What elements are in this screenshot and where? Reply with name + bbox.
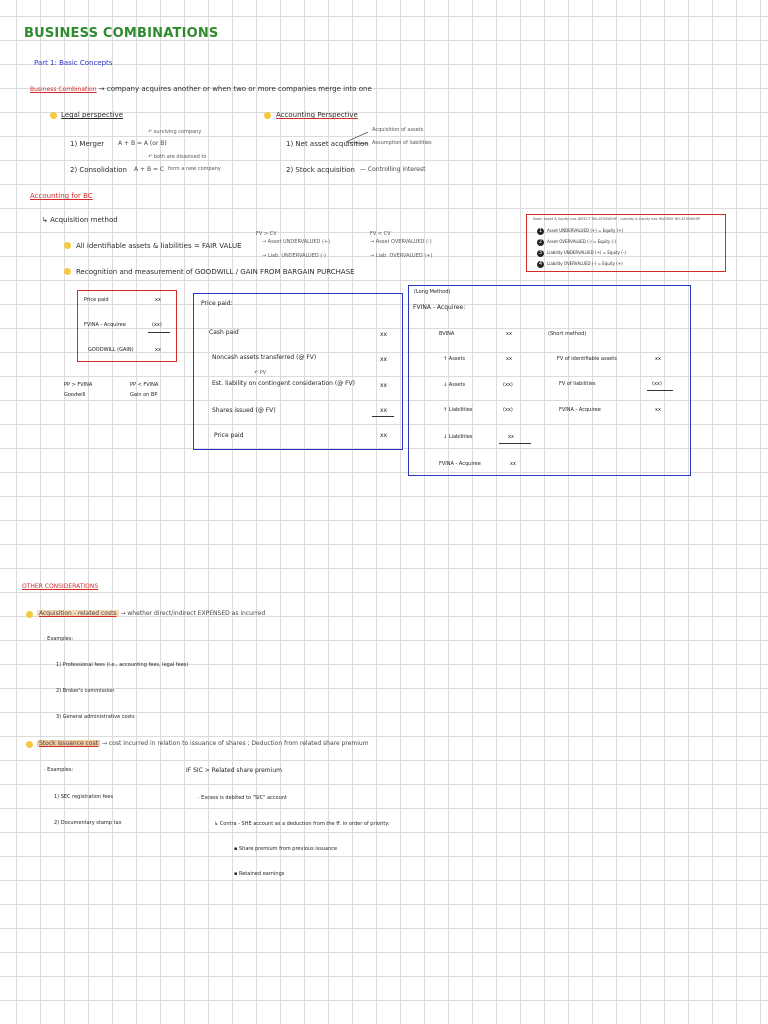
consolidation-note-1-text: both are dissolved to (153, 154, 207, 160)
fvina-left-label: ↑ Assets (443, 356, 466, 362)
goodwill-recognition-text: Recognition and measurement of GOODWILL / GAIN FROM BARGAIN PURCHASE (76, 268, 355, 276)
priority-item-text: Retained earnings (238, 871, 285, 877)
merger-formula: A + B = A (or B) (118, 140, 167, 147)
short-method-label: (Short method) (548, 331, 587, 337)
fvina-right-value: xx (655, 407, 661, 413)
long-method-label: (Long Method) (414, 289, 451, 295)
pp-less-head: PP < FVINA (130, 382, 159, 388)
excess-debited-text: · Excess is debited to "SIC" account (198, 795, 287, 801)
consolidation-note-2: form a new company (168, 166, 221, 172)
fvina-right-label: FVINA - Acquiree (559, 407, 601, 413)
part-1-heading: Part 1: Basic Concepts (34, 59, 113, 67)
number-badge: 2 (538, 239, 543, 245)
business-combination-text: → company acquires another or when two or more companies merge into one (98, 85, 372, 93)
fvina-label: FVINA - Acquiree (84, 322, 126, 328)
price-row-label: Cash paid (209, 329, 239, 336)
business-combination-label: Business Combination (30, 86, 97, 93)
pv-note-text: PV (259, 370, 267, 376)
number-badge: 1 (538, 228, 543, 234)
acquisition-costs-text: → whether direct/indirect EXPENSED as incurred (120, 610, 266, 617)
fvina-right-value: xx (655, 356, 661, 362)
fvina-left-label: ↓ Liabilities (443, 434, 473, 440)
merger-note: ↶ surviving company (148, 129, 202, 135)
price-row-value: xx (380, 382, 388, 389)
fv-less-head: FV < CV (370, 231, 391, 237)
total-line (148, 332, 170, 333)
fv-greater-liability: → Liab. UNDERVALUED (-) (262, 253, 327, 259)
examples-label: · Examples: (44, 636, 74, 642)
goodwill-value: xx (155, 347, 161, 353)
merger-label: 1) Merger (70, 140, 105, 148)
goodwill-label: GOODWILL (GAIN) (88, 347, 134, 353)
consolidation-formula: A + B = C (134, 166, 165, 173)
stock-acquisition-note: — Controlling interest (360, 166, 426, 173)
net-asset-note-1: Acquisition of assets (372, 127, 424, 133)
fvina-left-value: (xx) (503, 382, 513, 388)
business-combination-definition (30, 86, 372, 94)
consolidation-note-1: ↶ both are dissolved to (148, 154, 207, 160)
stock-issuance-line (37, 741, 369, 748)
goodwill-box (77, 290, 177, 362)
stock-acquisition-label: 2) Stock acquisition (286, 166, 355, 174)
pp-less-result: Gain on BP (130, 392, 158, 398)
bullet-dot (64, 242, 71, 249)
fvina-left-label: BVINA (439, 331, 455, 337)
note-item: Liability OVERVALUED (-) = Equity (+) (547, 261, 623, 266)
total-line (647, 390, 673, 391)
fv-less-asset: → Asset OVERVALUED (-) (370, 239, 432, 245)
pv-note: ↶ PV (254, 370, 267, 376)
acquisition-costs-label: Acquisition - related costs (39, 610, 117, 617)
pp-greater-result: Goodwill (64, 392, 86, 398)
contra-she-text: ↳ Contra - SHE account as a deduction from the ff. in order of priority: (214, 821, 390, 827)
number-badge: 3 (538, 250, 543, 256)
stock-issuance-label: Stock issuance cost (39, 740, 99, 747)
price-total-value: xx (380, 432, 388, 439)
bullet-dot (264, 112, 271, 119)
price-row-value: xx (380, 331, 388, 338)
priority-item: ▪ Retained earnings (234, 871, 285, 877)
other-considerations-heading: OTHER CONSIDERATIONS (22, 583, 99, 590)
acquisition-cost-item: 1) Professional fees (i.e., accounting fees, legal fees) (56, 662, 189, 668)
fvina-heading: FVINA - Acquiree: (413, 304, 466, 311)
acquisition-cost-item: 3) General administrative costs (56, 714, 135, 720)
fvina-left-value: xx (510, 461, 516, 467)
accounting-for-bc-heading: Accounting for BC (30, 192, 93, 200)
price-row-label: Est. liability on contingent consideration (@ FV) (212, 380, 356, 387)
acquisition-method-label: ↳ Acquisition method (42, 216, 118, 224)
price-row-value: xx (380, 356, 388, 363)
fvina-value: (xx) (152, 322, 162, 328)
page-title: BUSINESS COMBINATIONS (24, 26, 219, 41)
fvina-left-value: xx (508, 434, 514, 440)
merger-note-text: surviving company (153, 129, 202, 135)
priority-item: ▪ Share premium from previous issuance (234, 846, 338, 852)
stock-issuance-item: 2) Documentary stamp tax (54, 820, 122, 826)
price-row-label: Shares issued (@ FV) (212, 407, 276, 414)
priority-item-text: Share premium from previous issuance (238, 846, 338, 852)
price-paid-box (193, 293, 403, 450)
note-item: Asset UNDERVALUED (+) = Equity (+) (547, 228, 624, 233)
pp-greater-head: PP > FVINA (64, 382, 93, 388)
price-paid-value: xx (155, 297, 161, 303)
fvina-right-label: FV of liabilities (559, 381, 596, 387)
note-heading: Note: Asset & Equity has DIRECT RELATIONSHIP ; Liability & Equity has INVERSE RELATIONSHIP (533, 217, 701, 221)
price-row-value: xx (380, 407, 388, 414)
identifiable-assets-text: All identifiable assets & liabilities = FAIR VALUE (76, 242, 242, 250)
fvina-left-label: ↑ Liabilities (443, 407, 473, 413)
fv-less-liability: → Liab. OVERVALUED (+) (370, 253, 433, 259)
consolidation-label: 2) Consolidation (70, 166, 127, 174)
acquisition-cost-item: 2) Broker's commission (56, 688, 115, 694)
fvina-right-label: FV of identifiable assets (557, 356, 617, 362)
fvina-left-label: FVINA - Acquiree (439, 461, 481, 467)
net-asset-acquisition-label: 1) Net asset acquisition (286, 140, 369, 148)
fvina-left-value: (xx) (503, 407, 513, 413)
fvina-box (408, 285, 691, 476)
fvina-left-value: xx (506, 331, 512, 337)
note-item: Liability UNDERVALUED (+) = Equity (-) (547, 250, 626, 255)
fvina-left-label: ↓ Assets (443, 382, 466, 388)
examples-label: · Examples: (44, 767, 74, 773)
price-paid-label: Price paid (84, 297, 109, 303)
bullet-dot (26, 611, 33, 618)
bullet-dot (64, 268, 71, 275)
if-sic-condition: IF SIC > Related share premium (186, 767, 282, 774)
fvina-right-value: (xx) (652, 381, 662, 387)
fv-greater-asset: → Asset UNDERVALUED (+) (262, 239, 331, 245)
acquisition-costs-line (37, 611, 265, 618)
note-box (526, 214, 726, 272)
total-line (499, 443, 531, 444)
note-item: Asset OVERVALUED (-) = Equity (-) (547, 239, 617, 244)
bullet-dot (26, 741, 33, 748)
number-badge: 4 (538, 261, 543, 267)
fv-greater-head: FV > CV (256, 231, 277, 237)
fvina-left-value: xx (506, 356, 512, 362)
total-line (372, 416, 394, 417)
price-total-label: Price paid (214, 432, 244, 439)
price-row-label: Noncash assets transferred (@ FV) (212, 354, 317, 361)
price-paid-heading: Price paid: (201, 300, 233, 307)
bullet-dot (50, 112, 57, 119)
stock-issuance-text: → cost incurred in relation to issuance of shares ; Deduction from related share premium (101, 740, 369, 747)
net-asset-note-2: Assumption of liabilities (372, 140, 432, 146)
stock-issuance-item: 1) SEC registration fees (54, 794, 114, 800)
accounting-perspective-heading: Accounting Perspective (276, 111, 358, 119)
legal-perspective-heading: Legal perspective (61, 111, 123, 119)
